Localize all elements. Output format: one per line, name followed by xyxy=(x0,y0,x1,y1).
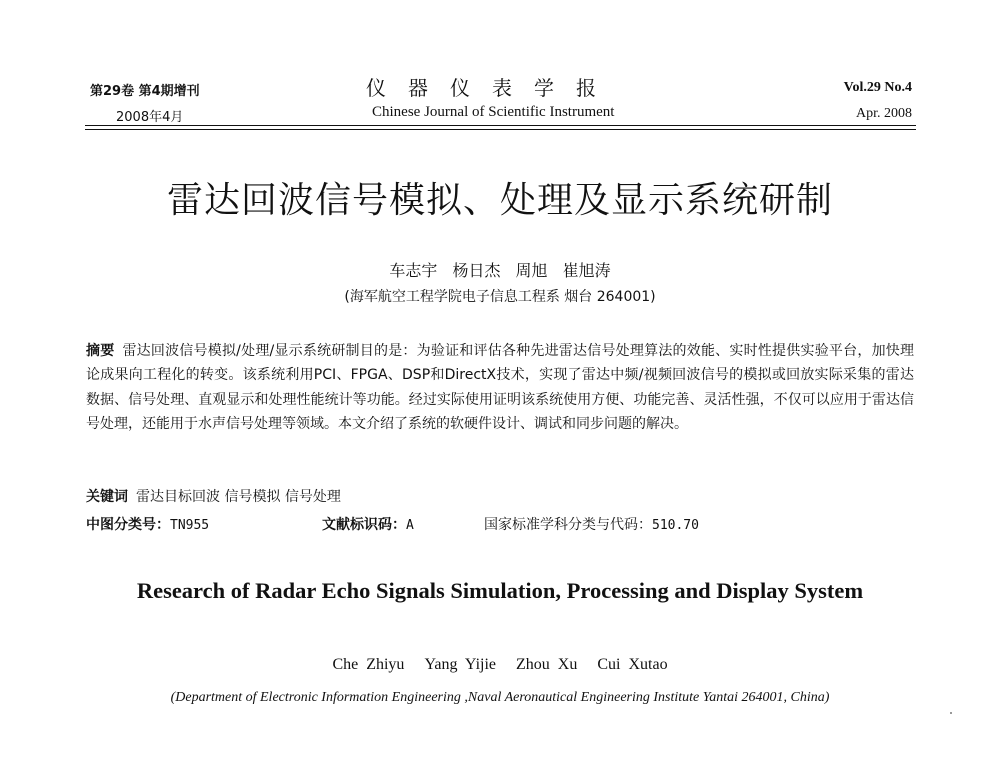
article-title-en: Research of Radar Echo Signals Simulation, Processing and Display System xyxy=(136,578,864,603)
affiliation-en: (Department of Electronic Information Engineering ,Naval Aeronautical Engineering Institute Yantai 264001, China) xyxy=(170,690,830,705)
abstract xyxy=(86,339,914,436)
date-en: Apr. 2008 xyxy=(856,106,912,121)
author-en: Che Zhiyu xyxy=(332,656,405,673)
abstract-label: 摘要 xyxy=(86,343,115,359)
national-code-label: 国家标准学科分类与代码： xyxy=(484,517,652,533)
clc-label: 中图分类号： xyxy=(86,517,170,533)
clc-code xyxy=(86,514,209,534)
scan-speck xyxy=(950,712,952,714)
keywords xyxy=(86,486,341,506)
keywords-label: 关键词 xyxy=(86,489,128,505)
volume-issue-cn: 第29卷 第4期增刊 xyxy=(90,84,200,99)
keywords-text: 雷达目标回波 信号模拟 信号处理 xyxy=(136,489,341,505)
journal-name-cn: 仪器仪表学报 xyxy=(366,76,618,100)
date-cn: 2008年4月 xyxy=(116,110,184,125)
author-en: Cui Xutao xyxy=(597,656,668,673)
affiliation-cn: (海军航空工程学院电子信息工程系 烟台 264001) xyxy=(344,289,656,305)
clc-value: TN955 xyxy=(170,518,210,533)
abstract-text: 雷达回波信号模拟/处理/显示系统研制目的是：为验证和评估各种先进雷达信号处理算法的效能、实时性提供实验平台，加快理论成果向工程化的转变。该系统利用PCI、FPGA、DSP和DirectX技术，实现了雷达中频/视频回波信号的模拟或回放实际采集的雷达数据、信号处理、直观显示和处理性能统计等功能。经过实际使用证明该系统使用方便、功能完善、灵活性强，不仅可以应用于雷达信号处理，还能用于水声信号处理等领域。本文介绍了系统的软硬件设计、调试和同步问题的解决。 xyxy=(86,343,914,432)
national-code xyxy=(484,514,699,534)
journal-name-en: Chinese Journal of Scientific Instrument xyxy=(372,104,615,120)
national-code-value: 510.70 xyxy=(652,518,699,533)
header-rule xyxy=(85,125,916,126)
doc-code-value: A xyxy=(406,518,414,533)
header-rule-thin xyxy=(85,129,916,130)
doc-code-label: 文献标识码： xyxy=(322,517,406,533)
author-en: Yang Yijie xyxy=(424,656,497,673)
doc-code xyxy=(322,514,414,534)
article-title-cn: 雷达回波信号模拟、处理及显示系统研制 xyxy=(166,180,833,221)
authors-cn: 车志宇 杨日杰 周旭 崔旭涛 xyxy=(389,261,611,280)
volume-issue-en: Vol.29 No.4 xyxy=(843,80,912,95)
authors-en xyxy=(0,656,1000,674)
author-en: Zhou Xu xyxy=(516,656,578,673)
